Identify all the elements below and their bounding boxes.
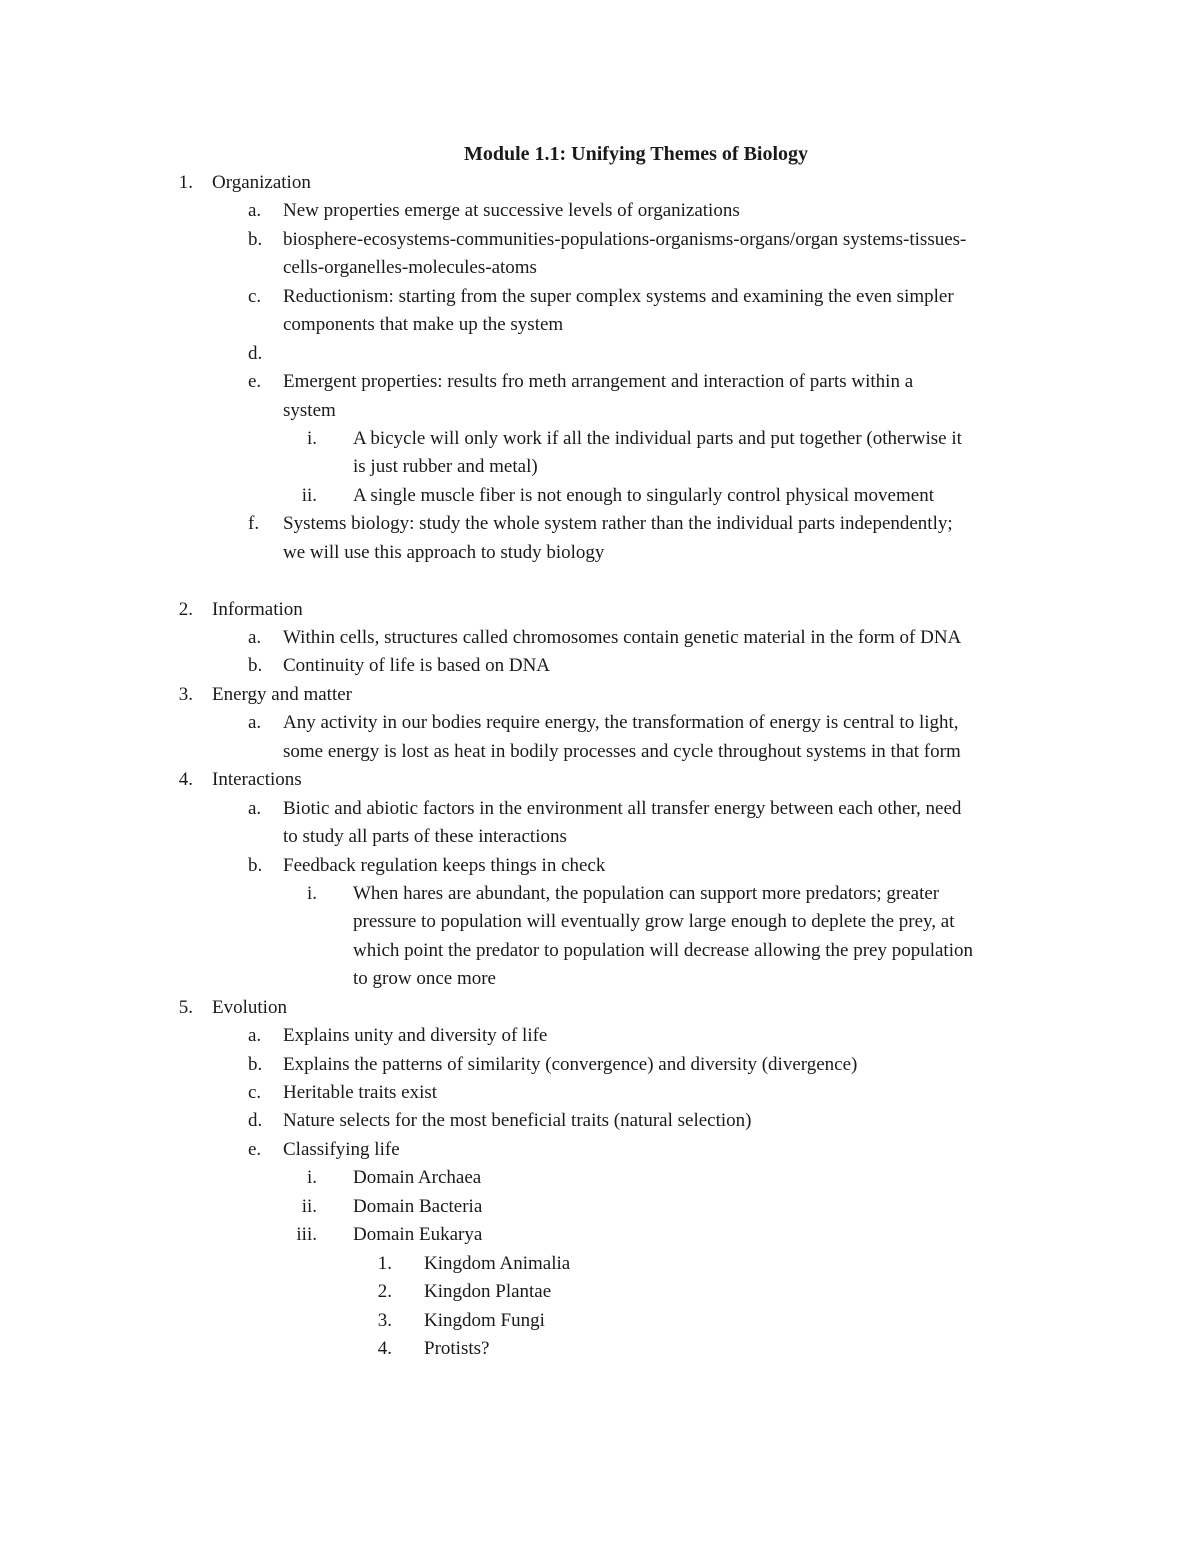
list-marker: b. — [248, 655, 263, 677]
list-item-text: Within cells, structures called chromosomes contain genetic material in the form of DNA — [283, 627, 962, 648]
list-marker: b. — [248, 228, 263, 250]
list-marker: ii. — [301, 484, 317, 506]
outline-row — [0, 795, 1200, 823]
section-label: Information — [212, 598, 303, 620]
outline-row — [0, 624, 1200, 652]
list-item-text: Reductionism: starting from the super complex systems and examining the even simpler — [283, 285, 954, 307]
list-marker: f. — [248, 513, 260, 535]
section-number: 2. — [178, 598, 193, 620]
list-marker: a. — [248, 712, 262, 734]
section-heading — [0, 994, 1200, 1022]
section-heading — [0, 596, 1200, 624]
list-marker: a. — [248, 627, 262, 648]
document-title: Module 1.1: Unifying Themes of Biology — [463, 143, 809, 165]
outline-row — [0, 453, 1200, 481]
list-marker: d. — [248, 342, 263, 364]
list-marker: i. — [306, 882, 317, 904]
list-item-text: A bicycle will only work if all the individual parts and put together (otherwise it — [353, 427, 962, 449]
outline-row — [0, 340, 1200, 368]
list-item-text: Feedback regulation keeps things in check — [283, 854, 606, 876]
list-item-text: Systems biology: study the whole system rather than the individual parts independently; — [283, 513, 953, 535]
outline-row — [0, 1221, 1200, 1249]
list-marker: i. — [306, 1167, 317, 1189]
list-item-text: Any activity in our bodies require energy, the transformation of energy is central to light, — [283, 712, 959, 734]
outline-row — [0, 283, 1200, 311]
list-marker: 1. — [377, 1252, 392, 1274]
list-item-text: A single muscle fiber is not enough to singularly control physical movement — [353, 484, 934, 506]
list-item-text: Heritable traits exist — [283, 1082, 438, 1103]
list-marker: c. — [248, 285, 262, 307]
outline-row — [0, 965, 1200, 993]
outline-row — [0, 1079, 1200, 1107]
outline-row — [0, 937, 1200, 965]
blank-line — [0, 567, 1200, 595]
section-number: 5. — [178, 996, 193, 1018]
list-item-text: Continuity of life is based on DNA — [283, 655, 551, 677]
outline-row — [0, 482, 1200, 510]
outline-list — [0, 169, 1200, 1363]
outline-row — [0, 880, 1200, 908]
list-item-text: to study all parts of these interactions — [283, 826, 567, 848]
list-item-text: Kingdom Fungi — [424, 1309, 545, 1331]
section-label: Energy and matter — [212, 683, 352, 705]
outline-row — [0, 1278, 1200, 1306]
outline-row — [0, 368, 1200, 396]
outline-row — [0, 539, 1200, 567]
list-item-text: When hares are abundant, the population can support more predators; greater — [353, 882, 940, 904]
list-marker: a. — [248, 1025, 262, 1047]
section-number: 4. — [178, 769, 193, 791]
list-item-text: Kingdom Animalia — [424, 1252, 571, 1274]
outline-row — [0, 1164, 1200, 1192]
outline-row — [0, 397, 1200, 425]
section-label: Organization — [212, 172, 311, 193]
outline-row — [0, 908, 1200, 936]
list-marker: i. — [306, 427, 317, 449]
outline-row — [0, 510, 1200, 538]
list-item-text: Biotic and abiotic factors in the environment all transfer energy between each other, need — [283, 797, 962, 819]
list-marker: ii. — [301, 1195, 317, 1217]
outline-row — [0, 425, 1200, 453]
list-item-text: New properties emerge at successive levels of organizations — [283, 200, 740, 222]
list-marker: e. — [248, 371, 262, 393]
list-item-text: system — [283, 399, 336, 421]
list-marker: c. — [248, 1082, 262, 1103]
list-marker: 2. — [377, 1281, 392, 1303]
list-item-text: is just rubber and metal) — [353, 456, 538, 478]
list-item-text: pressure to population will eventually grow large enough to deplete the prey, at — [353, 911, 955, 933]
outline-row — [0, 709, 1200, 737]
list-marker: b. — [248, 854, 263, 876]
outline-row — [0, 1107, 1200, 1135]
list-item-text: Domain Eukarya — [353, 1224, 483, 1246]
outline-row — [0, 652, 1200, 680]
outline-row — [0, 1136, 1200, 1164]
list-item-text: Domain Archaea — [353, 1167, 482, 1189]
list-item-text: components that make up the system — [283, 314, 564, 336]
outline-row — [0, 738, 1200, 766]
section-heading — [0, 766, 1200, 794]
list-item-text: biosphere-ecosystems-communities-populations-organisms-organs/organ systems-tissues- — [283, 228, 967, 250]
section-heading — [0, 169, 1200, 197]
list-marker: a. — [248, 200, 262, 222]
outline-row — [0, 852, 1200, 880]
outline-row — [0, 226, 1200, 254]
section-label: Interactions — [212, 769, 302, 791]
list-marker: iii. — [296, 1224, 317, 1246]
list-marker: 4. — [377, 1337, 392, 1359]
list-item-text: Nature selects for the most beneficial traits (natural selection) — [283, 1110, 752, 1132]
outline-row — [0, 254, 1200, 282]
section-label: Evolution — [212, 996, 287, 1018]
list-item-text: Domain Bacteria — [353, 1195, 483, 1217]
list-item-text: Protists? — [424, 1337, 490, 1359]
list-item-text: Classifying life — [283, 1138, 400, 1160]
list-marker: b. — [248, 1053, 263, 1075]
list-item-text: Emergent properties: results fro meth arrangement and interaction of parts within a — [283, 371, 914, 393]
section-number: 3. — [178, 683, 193, 705]
list-item-text: we will use this approach to study biology — [283, 541, 605, 563]
list-marker: e. — [248, 1138, 262, 1160]
list-item-text: some energy is lost as heat in bodily processes and cycle throughout systems in that form — [283, 740, 961, 762]
list-item-text: to grow once more — [353, 968, 496, 990]
outline-row — [0, 1193, 1200, 1221]
section-number: 1. — [178, 172, 193, 193]
outline-row — [0, 1335, 1200, 1363]
list-marker: d. — [248, 1110, 263, 1132]
outline-row — [0, 1250, 1200, 1278]
list-item-text: which point the predator to population will decrease allowing the prey population — [353, 939, 973, 961]
list-item-text: Kingdon Plantae — [424, 1281, 552, 1303]
list-item-text: cells-organelles-molecules-atoms — [283, 257, 537, 279]
list-item-text: Explains the patterns of similarity (convergence) and diversity (divergence) — [283, 1053, 858, 1075]
outline-row — [0, 197, 1200, 225]
outline-row — [0, 823, 1200, 851]
outline-row — [0, 1051, 1200, 1079]
section-heading — [0, 681, 1200, 709]
outline-row — [0, 1307, 1200, 1335]
outline-row — [0, 1022, 1200, 1050]
list-marker: 3. — [377, 1309, 392, 1331]
outline-row — [0, 311, 1200, 339]
list-item-text: Explains unity and diversity of life — [283, 1025, 548, 1047]
list-marker: a. — [248, 797, 262, 819]
